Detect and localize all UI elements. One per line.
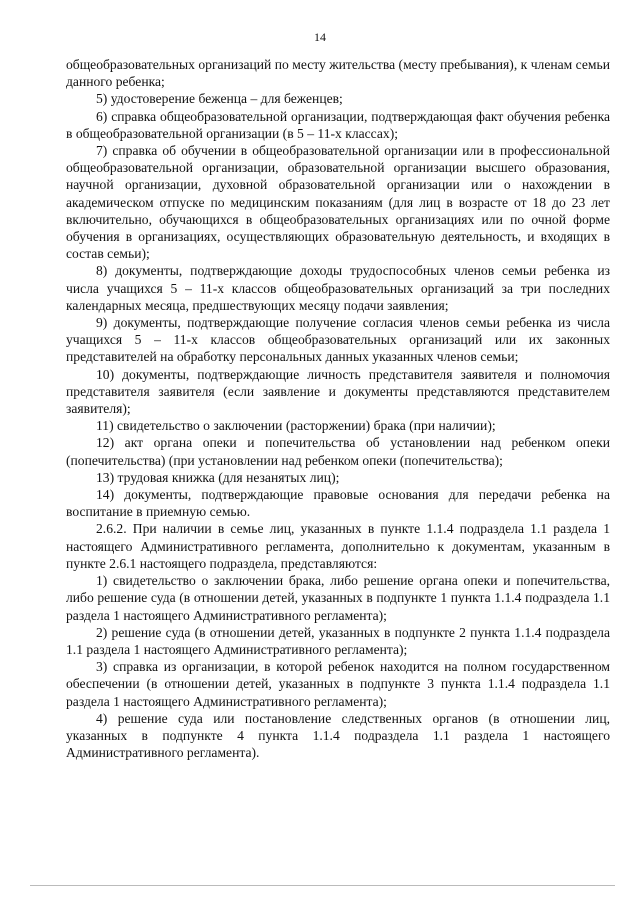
paragraph-continuation: общеобразовательных организаций по месту жительства (месту пребывания), к членам семьи данного ребенка; [66, 57, 610, 90]
list-item-10: 10) документы, подтверждающие личность представителя заявителя и полномочия представителя заявителя (если заявление и документы представляются представителем заявителя); [66, 366, 610, 417]
section-2-6-2: 2.6.2. При наличии в семье лиц, указанных в пункте 1.1.4 подраздела 1.1 раздела 1 настоящего Административного регламента, дополнительно к документам, указанным в пункте 2.6.1 настоящего подраздела, представляются: [66, 521, 610, 571]
page-number: 14 [314, 30, 326, 44]
document-body [66, 56, 610, 761]
list-item-12: 12) акт органа опеки и попечительства об установлении над ребенком опеки (попечительства) (при установлении над ребенком опеки (попечительства); [66, 435, 610, 468]
list-item-13: 13) трудовая книжка (для незанятых лиц); [96, 469, 340, 485]
list-item-7: 7) справка об обучении в общеобразовательной организации или в профессиональной общеобразовательной организации, образовательной организации высшего образования, научной организации, духовной образовательной организации или о нахождении в академическом отпуске по медицинским показаниям (для лиц в возрасте от 18 до 23 лет включительно, обучающихся в общеобразовательных организациях или по очной форме обучения в организациях, осуществляющих образовательную деятельность, и входящих в состав семьи); [66, 143, 610, 262]
sublist-item-4: 4) решение суда или постановление следственных органов (в отношении лиц, указанных в подпункте 4 пункта 1.1.4 подраздела 1.1 раздела 1 настоящего Административного регламента). [66, 710, 610, 761]
list-item-6: 6) справка общеобразовательной организации, подтверждающая факт обучения ребенка в общеобразовательной организации (в 5 – 11-х классах); [66, 108, 610, 141]
footer-divider [30, 885, 615, 886]
list-item-11: 11) свидетельство о заключении (расторжении) брака (при наличии); [96, 418, 496, 434]
list-item-5: 5) удостоверение беженца – для беженцев; [96, 91, 343, 107]
list-item-9: 9) документы, подтверждающие получение согласия членов семьи ребенка из числа учащихся 5 – 11-х классов общеобразовательных организаций или их законных представителей на обработку персональных данных указанных членов семьи; [66, 315, 610, 365]
list-item-14: 14) документы, подтверждающие правовые основания для передачи ребенка на воспитание в приемную семью. [66, 487, 610, 520]
sublist-item-1: 1) свидетельство о заключении брака, либо решение органа опеки и попечительства, либо решение суда (в отношении детей, указанных в подпункте 1 пункта 1.1.4 подраздела 1.1 раздела 1 настоящего Административного регламента); [66, 573, 610, 623]
sublist-item-2: 2) решение суда (в отношении детей, указанных в подпункте 2 пункта 1.1.4 подраздела 1.1 раздела 1 настоящего Административного регламента); [66, 624, 610, 657]
list-item-8: 8) документы, подтверждающие доходы трудоспособных членов семьи ребенка из числа учащихся 5 – 11-х классов общеобразовательных организаций за три последних календарных месяца, предшествующих месяцу подачи заявления; [66, 263, 610, 313]
sublist-item-3: 3) справка из организации, в которой ребенок находится на полном государственном обеспечении (в отношении детей, указанных в подпункте 3 пункта 1.1.4 подраздела 1.1 раздела 1 настоящего Административного регламента); [66, 659, 610, 709]
